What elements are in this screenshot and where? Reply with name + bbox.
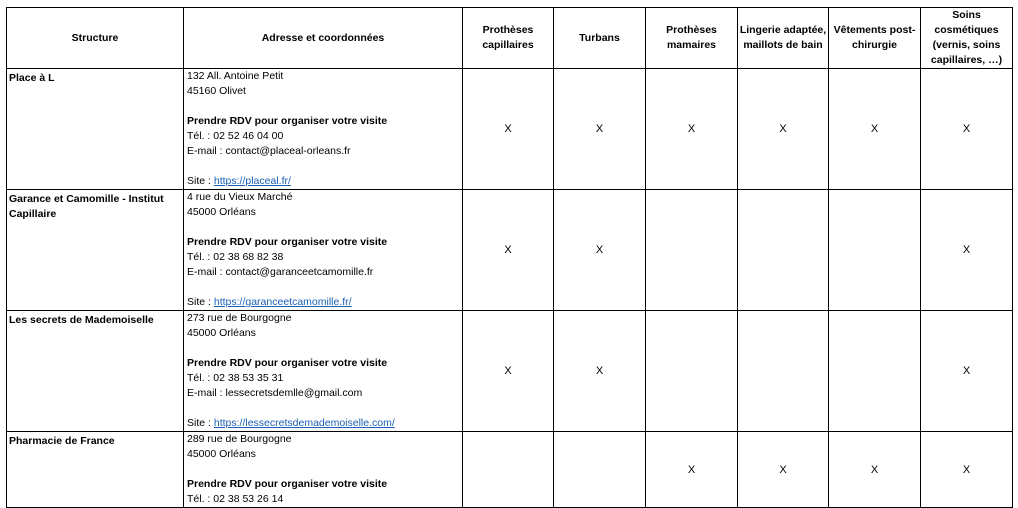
mark-lingerie: X: [738, 69, 829, 190]
email: E-mail : contact@placeal-orleans.fr: [187, 145, 351, 157]
header-adresse: Adresse et coordonnées: [184, 8, 463, 69]
structure-name: Place à L: [7, 69, 184, 190]
structure-name: Les secrets de Mademoiselle: [7, 311, 184, 432]
spacer: [187, 159, 460, 174]
structure-name: Pharmacie de France: [7, 432, 184, 508]
spacer: [187, 220, 460, 235]
mark-lingerie: X: [738, 432, 829, 508]
mark-soins: X: [921, 432, 1013, 508]
structures-table: [6, 7, 1013, 508]
site-label: Site :: [187, 296, 214, 308]
city: 45000 Orléans: [187, 448, 256, 460]
rdv-text: Prendre RDV pour organiser votre visite: [187, 478, 388, 490]
site-link[interactable]: https://garanceetcamomille.fr/: [213, 296, 352, 308]
mark-turbans: X: [554, 190, 646, 311]
street: 132 All. Antoine Petit: [187, 70, 284, 82]
mark-soins: X: [921, 190, 1013, 311]
spacer: [187, 99, 460, 114]
header-structure: Structure: [7, 8, 184, 69]
site-link[interactable]: https://lessecretsdemademoiselle.com/: [213, 417, 395, 429]
header-protheses-capillaires: Prothèses capillaires: [463, 8, 554, 69]
table-row: [7, 432, 1013, 508]
header-row: [7, 8, 1013, 69]
site-link[interactable]: https://placeal.fr/: [213, 175, 291, 187]
mark-protheses-capillaires: X: [463, 69, 554, 190]
phone: Tél. : 02 38 68 82 38: [187, 251, 284, 263]
site-label: Site :: [187, 175, 214, 187]
rdv-text: Prendre RDV pour organiser votre visite: [187, 236, 388, 248]
mark-lingerie: [738, 311, 829, 432]
mark-protheses-mamaires: X: [646, 432, 738, 508]
mark-turbans: [554, 432, 646, 508]
address-cell: [184, 432, 463, 508]
city: 45000 Orléans: [187, 206, 256, 218]
mark-lingerie: [738, 190, 829, 311]
mark-protheses-capillaires: X: [463, 311, 554, 432]
phone: Tél. : 02 38 53 26 14: [187, 493, 284, 505]
mark-protheses-mamaires: [646, 190, 738, 311]
address-cell: [184, 190, 463, 311]
phone: Tél. : 02 52 46 04 00: [187, 130, 284, 142]
spacer: [187, 280, 460, 295]
table-row: [7, 311, 1013, 432]
header-lingerie: Lingerie adaptée, maillots de bain: [738, 8, 829, 69]
phone: Tél. : 02 38 53 35 31: [187, 372, 284, 384]
mark-protheses-mamaires: [646, 311, 738, 432]
email: E-mail : lessecretsdemlle@gmail.com: [187, 387, 363, 399]
mark-protheses-capillaires: [463, 432, 554, 508]
spacer: [187, 462, 460, 477]
site-label: Site :: [187, 417, 214, 429]
site-line: [187, 416, 460, 431]
street: 289 rue de Bourgogne: [187, 433, 292, 445]
address-cell: [184, 69, 463, 190]
table-row: [7, 69, 1013, 190]
email: E-mail : contact@garanceetcamomille.fr: [187, 266, 374, 278]
street: 4 rue du Vieux Marché: [187, 191, 293, 203]
mark-turbans: X: [554, 311, 646, 432]
mark-vetements: X: [829, 432, 921, 508]
mark-protheses-capillaires: X: [463, 190, 554, 311]
street: 273 rue de Bourgogne: [187, 312, 292, 324]
table-row: [7, 190, 1013, 311]
structure-name: Garance et Camomille - Institut Capillaire: [7, 190, 184, 311]
header-soins: Soins cosmétiques (vernis, soins capillaires, …): [921, 8, 1013, 69]
header-vetements: Vêtements post-chirurgie: [829, 8, 921, 69]
site-line: [187, 295, 460, 310]
header-turbans: Turbans: [554, 8, 646, 69]
city: 45160 Olivet: [187, 85, 246, 97]
mark-protheses-mamaires: X: [646, 69, 738, 190]
mark-turbans: X: [554, 69, 646, 190]
spacer: [187, 401, 460, 416]
mark-vetements: X: [829, 69, 921, 190]
header-protheses-mamaires: Prothèses mamaires: [646, 8, 738, 69]
rdv-text: Prendre RDV pour organiser votre visite: [187, 115, 388, 127]
site-line: [187, 174, 460, 189]
mark-vetements: [829, 190, 921, 311]
city: 45000 Orléans: [187, 327, 256, 339]
spacer: [187, 341, 460, 356]
mark-vetements: [829, 311, 921, 432]
mark-soins: X: [921, 69, 1013, 190]
rdv-text: Prendre RDV pour organiser votre visite: [187, 357, 388, 369]
mark-soins: X: [921, 311, 1013, 432]
address-cell: [184, 311, 463, 432]
